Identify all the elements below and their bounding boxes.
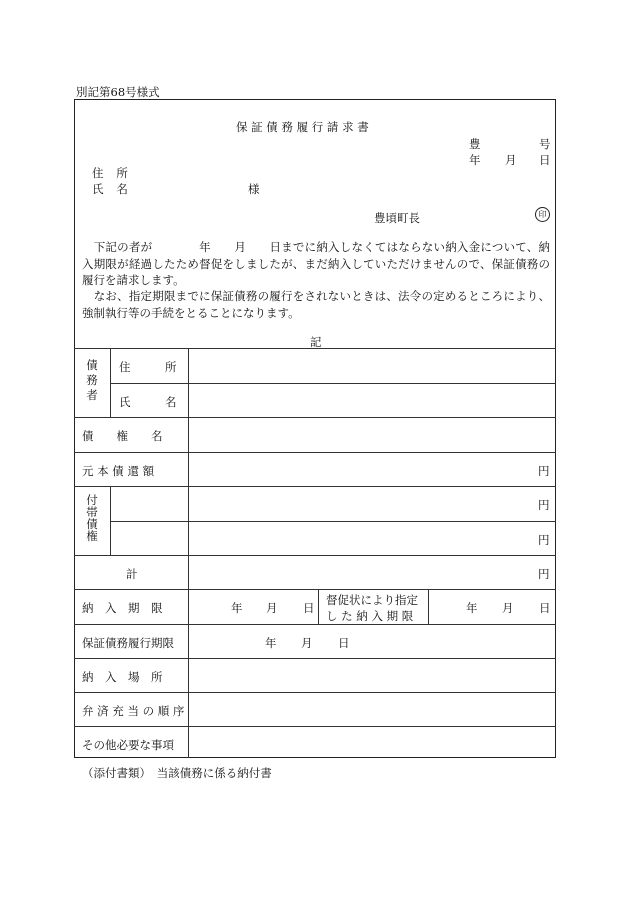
guarantee-deadline-label: 保証債務履行期限 bbox=[82, 636, 174, 650]
table-rule bbox=[74, 624, 556, 625]
allocation-order-label: 弁 済 充 当 の 順 序 bbox=[82, 704, 185, 718]
reminder-due-year: 年 bbox=[466, 601, 478, 615]
body-paragraph-1: 下記の者が 年 月 日までに納入しなくてはならない納入金について、納入期限が経過したため督促をしましたが、まだ納入していただけませんので、保証債務の履行を請求します。 bbox=[82, 240, 550, 287]
guarantee-deadline-day: 日 bbox=[338, 636, 350, 650]
table-rule bbox=[74, 658, 556, 659]
recipient-address-label: 住 所 bbox=[92, 166, 133, 180]
table-rule bbox=[74, 726, 556, 727]
table-rule bbox=[74, 486, 556, 487]
reminder-due-month: 月 bbox=[502, 601, 514, 615]
debtor-name-label: 氏 名 bbox=[119, 395, 177, 409]
issue-date-day: 日 bbox=[539, 153, 551, 167]
accessory-yen-2: 円 bbox=[538, 533, 550, 547]
table-rule bbox=[74, 692, 556, 693]
debtor-address-label: 住 所 bbox=[119, 360, 177, 374]
due-date-label: 納 入 期 限 bbox=[82, 601, 163, 615]
accessory-yen-1: 円 bbox=[538, 498, 550, 512]
accessory-claims-label: 付帯債権 bbox=[86, 493, 98, 543]
table-rule bbox=[74, 452, 556, 453]
table-rule bbox=[428, 589, 429, 624]
table-rule bbox=[74, 589, 556, 590]
ki-heading: 記 bbox=[310, 335, 322, 349]
principal-yen: 円 bbox=[538, 464, 550, 478]
claim-name-label: 債 権 名 bbox=[82, 429, 163, 443]
table-rule bbox=[110, 521, 556, 522]
payment-place-label: 納 入 場 所 bbox=[82, 670, 163, 684]
due-date-month: 月 bbox=[266, 601, 278, 615]
table-rule bbox=[74, 348, 556, 349]
issuer-name: 豊頃町長 bbox=[374, 211, 420, 225]
table-rule bbox=[110, 486, 111, 555]
table-rule bbox=[74, 555, 556, 556]
table-rule bbox=[110, 383, 556, 384]
table-rule bbox=[110, 348, 111, 417]
attachments-note: （添付書類） 当該債務に係る納付書 bbox=[82, 766, 272, 780]
guarantee-deadline-month: 月 bbox=[301, 636, 313, 650]
principal-label: 元 本 債 還 額 bbox=[82, 464, 155, 478]
other-matters-label: その他必要な事項 bbox=[82, 738, 174, 752]
due-date-day: 日 bbox=[303, 601, 315, 615]
document-title: 保 証 債 務 履 行 請 求 書 bbox=[236, 120, 369, 134]
table-rule bbox=[188, 348, 189, 758]
form-number-label: 別記第68号様式 bbox=[76, 85, 160, 99]
issue-date-month: 月 bbox=[505, 153, 517, 167]
guarantee-deadline-year: 年 bbox=[265, 636, 277, 650]
recipient-name-label: 氏 名 bbox=[92, 182, 133, 196]
table-rule bbox=[74, 417, 556, 418]
total-label: 計 bbox=[126, 567, 138, 581]
official-seal-mark: 印 bbox=[535, 207, 550, 222]
doc-number-suffix: 号 bbox=[539, 137, 551, 151]
body-paragraph-2: なお、指定期限までに保証債務の履行をされないときは、法令の定めるところにより、強制執行等の手続をとることになります。 bbox=[82, 289, 550, 320]
table-rule bbox=[318, 589, 319, 624]
total-yen: 円 bbox=[538, 567, 550, 581]
reminder-due-day: 日 bbox=[539, 601, 551, 615]
doc-number-prefix: 豊 bbox=[469, 137, 481, 151]
due-date-year: 年 bbox=[231, 601, 243, 615]
issue-date-year: 年 bbox=[469, 153, 481, 167]
reminder-due-label-1: 督促状により指定 bbox=[326, 593, 418, 607]
reminder-due-label-2: し た 納 入 期 限 bbox=[326, 609, 414, 623]
debtor-group-label: 債務者 bbox=[86, 358, 98, 402]
recipient-honorific: 様 bbox=[248, 182, 260, 196]
